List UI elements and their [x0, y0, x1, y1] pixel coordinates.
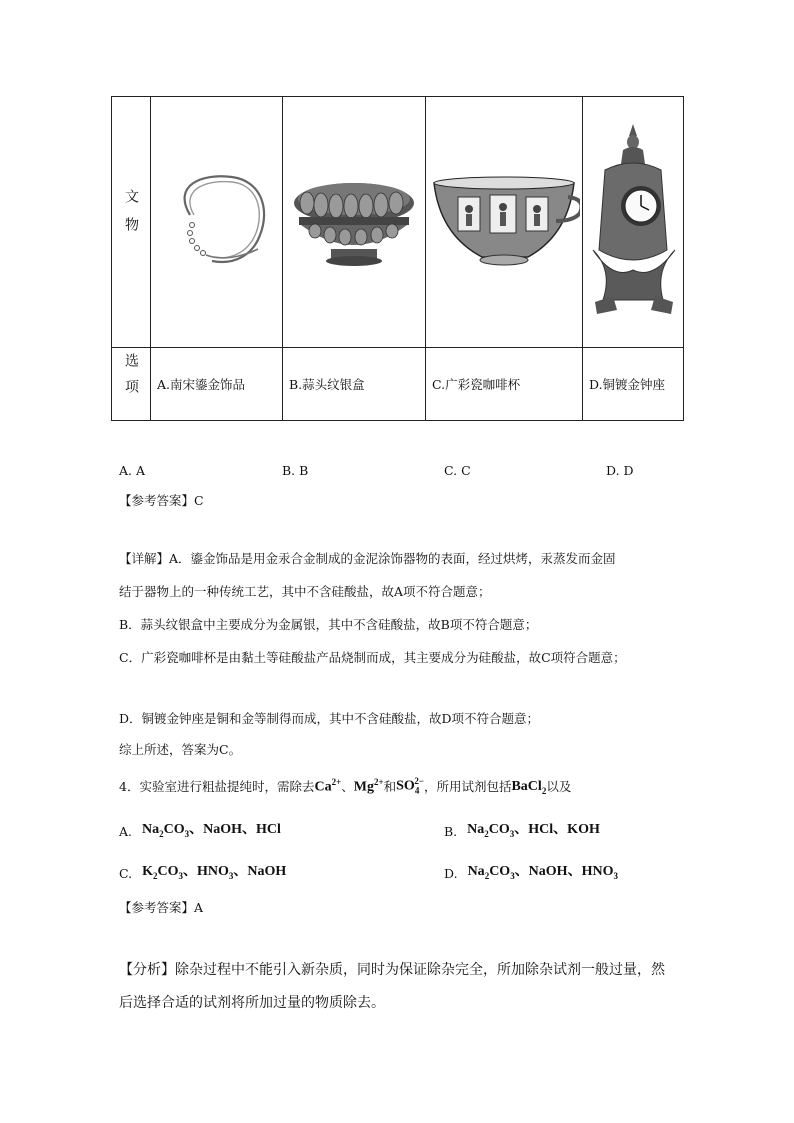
q4-stem-text-c: 以及 [546, 779, 572, 795]
q3-choice-d: D. D [606, 463, 634, 478]
q3-detail-line-5: D．铜镀金钟座是铜和金等制得而成，其中不含硅酸盐，故D项不符合题意； [119, 711, 540, 726]
option-d-label: D.铜镀金钟座 [583, 348, 684, 421]
q3-answer: 【参考答案】C [119, 493, 204, 508]
reagent-bacl2: BaCl$_2$ [511, 778, 547, 796]
q4-option-c-letter: C. [119, 865, 133, 881]
q4-option-b-formula: $Na_2CO_3$、HCl、KOH [467, 822, 600, 839]
porcelain-cup-icon [428, 165, 580, 275]
q4-sep-1: 、 [341, 779, 354, 795]
q4-option-b [444, 818, 600, 839]
row-header-relic [112, 97, 151, 348]
q4-stem-text-b: ，所用试剂包括 [423, 779, 512, 795]
q4-option-d-formula: $Na_2CO_3$、NaOH、$HNO_3$ [467, 864, 618, 881]
q4-option-d [444, 860, 618, 881]
q4-stem [119, 776, 571, 795]
q3-choice-c: C. C [444, 463, 471, 478]
q4-option-a-formula: $Na_2CO_3$、NaOH、HCl [142, 822, 281, 839]
silver-box-image [283, 97, 426, 348]
q3-detail-line-6: 综上所述，答案为C。 [119, 742, 242, 757]
q3-detail-line-4: C．广彩瓷咖啡杯是由黏土等硅酸盐产品烧制而成，其主要成分为硅酸盐，故C项符合题意； [119, 650, 626, 665]
q4-option-d-letter: D. [444, 865, 458, 881]
q4-option-c-formula: $K_2CO_3$、$HNO_3$、NaOH [142, 864, 287, 881]
q4-option-c [119, 860, 286, 881]
q4-and: 和 [383, 779, 397, 795]
ion-calcium: $Ca^{2+}$ [314, 776, 342, 795]
q3-detail-line-2: 结于器物上的一种传统工艺，其中不含硅酸盐，故A项不符合题意； [119, 584, 491, 599]
ion-magnesium: $Mg^{2+}$ [353, 776, 384, 795]
q4-answer: 【参考答案】A [119, 900, 204, 915]
silver-box-icon [285, 165, 423, 275]
q4-analysis-line-1: 【分析】除杂过程中不能引入新杂质，同时为保证除杂完全，所加除杂试剂一般过量，然 [119, 962, 665, 978]
porcelain-cup-image [426, 97, 583, 348]
ion-sulfate: $SO_4^{2-}$ [396, 776, 424, 796]
q4-option-a [119, 818, 281, 839]
q3-choice-b: B. B [282, 463, 309, 478]
option-a-label: A.南宋鎏金饰品 [151, 348, 283, 421]
q4-option-b-letter: B. [444, 823, 458, 839]
gilded-necklace-icon [162, 165, 272, 275]
row-header-option-text: 选项 [123, 352, 139, 405]
q3-detail-line-3: B．蒜头纹银盒中主要成分为金属银，其中不含硅酸盐，故B项不符合题意； [119, 617, 538, 632]
gilded-necklace-image [151, 97, 283, 348]
q4-option-a-letter: A. [119, 823, 133, 839]
q4-analysis-line-2: 后选择合适的试剂将所加过量的物质除去。 [119, 995, 385, 1011]
q3-choice-a: A. A [119, 463, 146, 478]
gilded-clock-image [583, 97, 684, 348]
relic-table [111, 96, 684, 421]
option-c-label: C.广彩瓷咖啡杯 [426, 348, 583, 421]
gilded-clock-icon [583, 120, 683, 320]
row-header-relic-text: 文物 [123, 188, 139, 245]
option-b-label: B.蒜头纹银盒 [283, 348, 426, 421]
row-header-option [112, 348, 151, 421]
q4-stem-text-a: 4．实验室进行粗盐提纯时，需除去 [119, 779, 315, 795]
q3-detail-line-1: 【详解】A．鎏金饰品是用金汞合金制成的金泥涂饰器物的表面，经过烘烤，汞蒸发而金固 [119, 551, 616, 566]
